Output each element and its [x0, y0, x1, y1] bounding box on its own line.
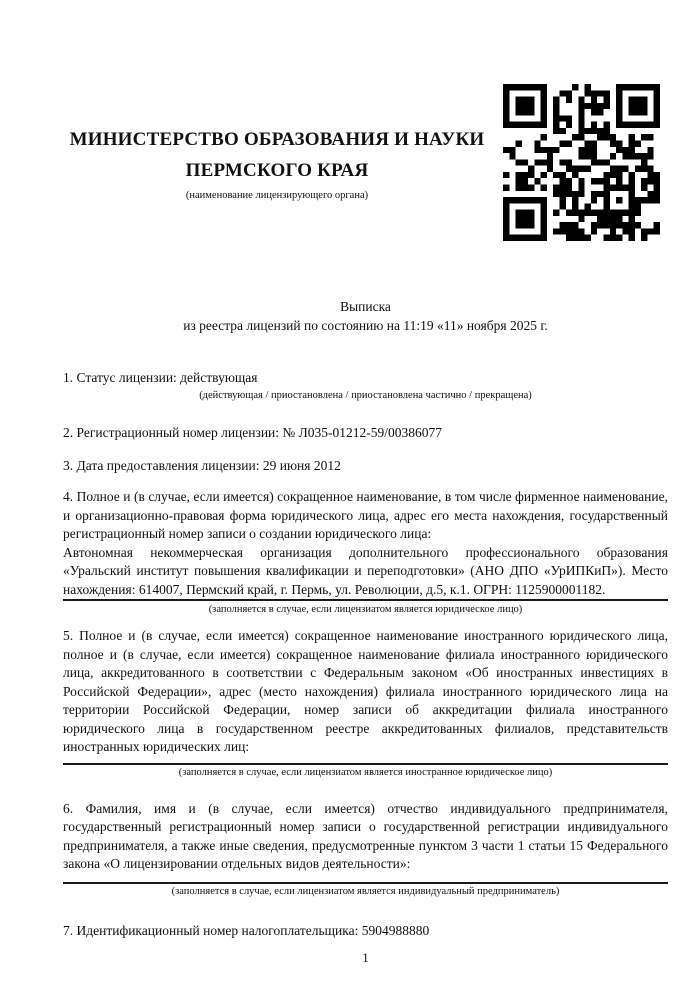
license-status: 1. Статус лицензии: действующая	[63, 370, 258, 385]
foreign-entity-caption: (заполняется в случае, если лицензиатом является иностранное юридическое лицо)	[178, 767, 553, 778]
foreign-entity-clause: 5. Полное и (в случае, если имеется) сокращенное наименование иностранного юридического лица, полное и (в случае, если имеется) сокращенное наименование филиала иностранного юридического лица, аккредитованного в соответствии с Федеральным законом «Об иностранных инвестициях в Российской Федерации», адрес (место нахождения) филиала иностранного юридического лица на территории Российской Федерации, номер записи об аккредитации филиала иностранного юридического лица в государственном реестре аккредитованных филиалов, представительств иностранных юридических лиц:	[63, 628, 668, 754]
document-header	[63, 0, 668, 255]
document-subtitle: из реестра лицензий по состоянию на 11:19 «11» ноября 2025 г.	[183, 318, 548, 333]
license-status-caption: (действующая / приостановлена / приостановлена частично / прекращена)	[199, 390, 532, 401]
legal-entity-value: Автономная некоммерческая организация дополнительного профессионального образования «Уральский институт повышения квалификации и переподготовки» (АНО ДПО «УрИПКиП»). Место нахождения: 614007, Пермский край, г. Пермь, ул. Революции, д.5, к.1. ОГРН: 1125900001182.	[63, 544, 668, 597]
divider	[63, 763, 668, 765]
legal-entity-caption: (заполняется в случае, если лицензиатом является юридическое лицо)	[208, 603, 523, 615]
ministry-caption: (наименование лицензирующего органа)	[185, 190, 369, 201]
document-title: Выписка	[340, 299, 391, 314]
individual-entrepreneur-clause: 6. Фамилия, имя и (в случае, если имеется) отчество индивидуального предпринимателя, государственный регистрационный номер записи о государственной регистрации индивидуального предпринимателя, а также иные сведения, предусмотренные пунктом 3 части 1 статьи 15 Федерального закона «О лицензировании отдельных видов деятельности»:	[63, 800, 668, 871]
individual-entrepreneur-caption: (заполняется в случае, если лицензиатом является индивидуальный предприниматель)	[171, 886, 560, 897]
document-title-block	[63, 297, 668, 335]
divider	[63, 599, 668, 601]
ministry-title-block	[63, 124, 491, 202]
divider	[63, 882, 668, 884]
qr-code	[503, 84, 660, 241]
page-number: 1	[362, 950, 369, 965]
registration-number: 2. Регистрационный номер лицензии: № Л035-01212-59/00386077	[63, 424, 443, 440]
ministry-name-line1: МИНИСТЕРСТВО ОБРАЗОВАНИЯ И НАУКИ	[69, 129, 485, 150]
legal-entity-clause: 4. Полное и (в случае, если имеется) сокращенное наименование, в том числе фирменное наименование, и организационно-правовая форма юридического лица, адрес его места нахождения, государственный регистрационный номер записи о создании юридического лица:	[63, 489, 668, 541]
ministry-name-line2: ПЕРМСКОГО КРАЯ	[185, 160, 369, 181]
taxpayer-number: 7. Идентификационный номер налогоплательщика: 5904988880	[63, 922, 430, 938]
grant-date: 3. Дата предоставления лицензии: 29 июня 2012	[63, 458, 341, 473]
